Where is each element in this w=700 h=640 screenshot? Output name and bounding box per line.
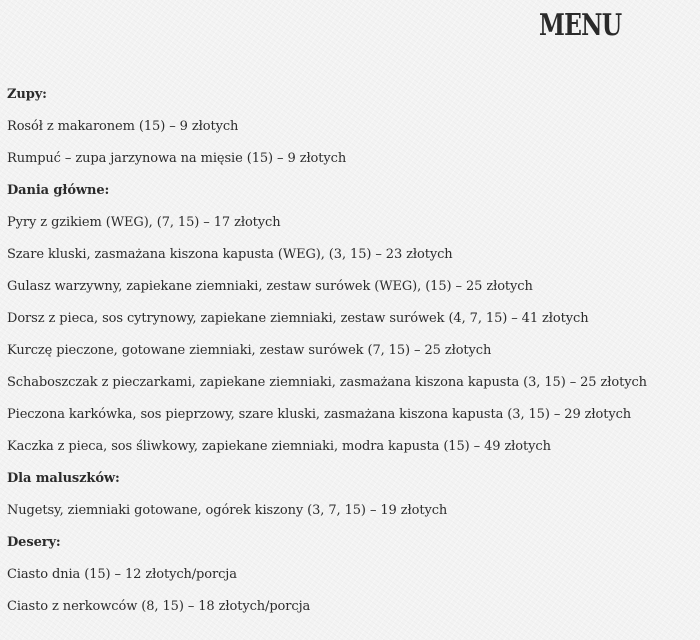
menu-item: Pyry z gzikiem (WEG), (7, 15) – 17 złotych	[7, 215, 281, 230]
menu-item: Rumpuć – zupa jarzynowa na mięsie (15) – 9 złotych	[7, 151, 347, 166]
section-heading-main-dishes: Dania główne:	[7, 183, 110, 198]
menu-item: Dorsz z pieca, sos cytrynowy, zapiekane ziemniaki, zestaw surówek (4, 7, 15) – 41 złotych	[7, 311, 589, 326]
menu-list	[7, 84, 697, 628]
menu-item: Pieczona karkówka, sos pieprzowy, szare kluski, zasmażana kiszona kapusta (3, 15) – 29 złotych	[7, 407, 632, 422]
menu-item: Szare kluski, zasmażana kiszona kapusta (WEG), (3, 15) – 23 złotych	[7, 247, 453, 262]
section-heading-kids: Dla maluszków:	[7, 471, 120, 486]
menu-item: Kurczę pieczone, gotowane ziemniaki, zestaw surówek (7, 15) – 25 złotych	[7, 343, 492, 358]
menu-item: Kaczka z pieca, sos śliwkowy, zapiekane ziemniaki, modra kapusta (15) – 49 złotych	[7, 439, 551, 454]
menu-item: Ciasto z nerkowców (8, 15) – 18 złotych/porcja	[7, 599, 311, 614]
menu-item: Gulasz warzywny, zapiekane ziemniaki, zestaw surówek (WEG), (15) – 25 złotych	[7, 279, 533, 294]
menu-title: MENU	[539, 8, 622, 43]
menu-item: Schaboszczak z pieczarkami, zapiekane ziemniaki, zasmażana kiszona kapusta (3, 15) – 25 złotych	[7, 375, 647, 390]
section-heading-soups: Zupy:	[7, 87, 47, 102]
section-heading-desserts: Desery:	[7, 535, 61, 550]
menu-item: Rosół z makaronem (15) – 9 złotych	[7, 119, 239, 134]
menu-item: Ciasto dnia (15) – 12 złotych/porcja	[7, 567, 237, 582]
menu-item: Nugetsy, ziemniaki gotowane, ogórek kiszony (3, 7, 15) – 19 złotych	[7, 503, 448, 518]
